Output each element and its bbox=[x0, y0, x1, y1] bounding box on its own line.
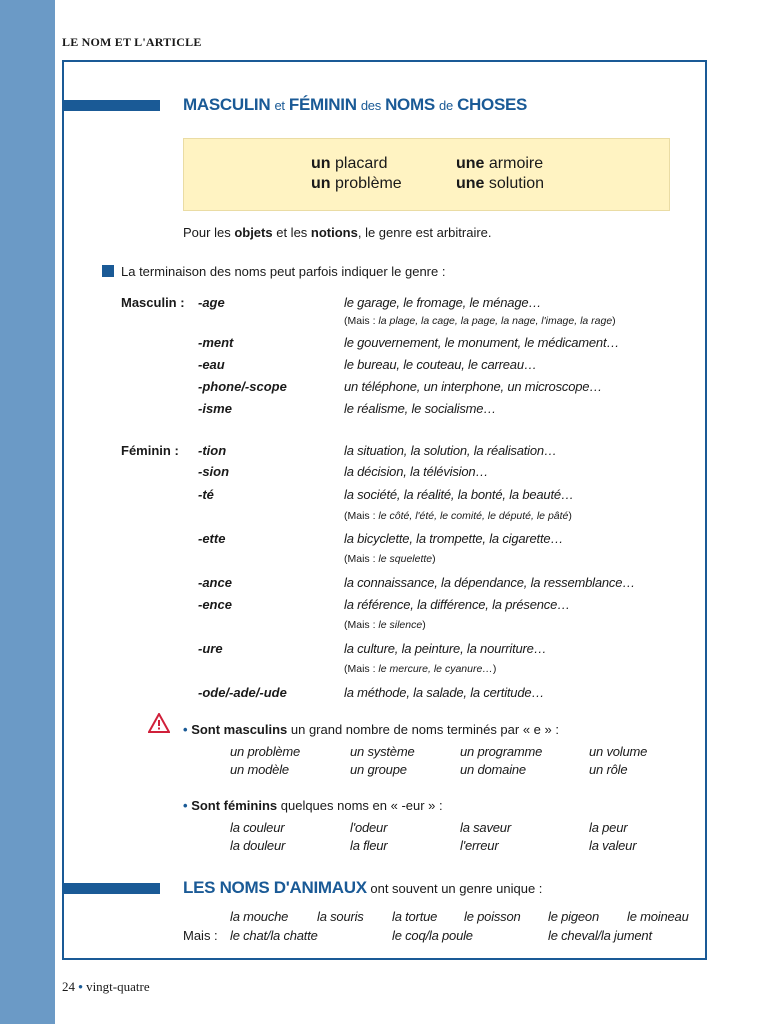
mais-label: Mais : bbox=[183, 928, 218, 943]
animal-word: la souris bbox=[317, 909, 364, 924]
suffix: -ance bbox=[198, 575, 232, 590]
animals-title: LES NOMS D'ANIMAUX ont souvent un genre unique : bbox=[183, 878, 543, 897]
title-word: des bbox=[360, 98, 381, 113]
example-fem: une armoire bbox=[456, 155, 544, 172]
example-masc: un problème bbox=[311, 175, 402, 192]
examples: la bicyclette, la trompette, la cigarette… bbox=[344, 531, 564, 546]
word: un système bbox=[350, 744, 415, 759]
section-title bbox=[183, 95, 527, 115]
animal-word: la tortue bbox=[392, 909, 438, 924]
examples: le gouvernement, le monument, le médicament… bbox=[344, 335, 620, 350]
animal-word: le pigeon bbox=[548, 909, 599, 924]
page-number: 24 bbox=[62, 979, 75, 994]
word: un modèle bbox=[230, 762, 289, 777]
title-word: NOMS bbox=[385, 95, 435, 114]
suffix: -eau bbox=[198, 357, 225, 372]
word: la douleur bbox=[230, 838, 286, 853]
word: un volume bbox=[589, 744, 648, 759]
examples: le bureau, le couteau, le carreau… bbox=[344, 357, 537, 372]
word: un domaine bbox=[460, 762, 526, 777]
animal-word: le moineau bbox=[627, 909, 689, 924]
suffix: -age bbox=[198, 295, 225, 310]
animal-word: la mouche bbox=[230, 909, 289, 924]
suffix: -ure bbox=[198, 641, 223, 656]
exception-fem-heading: • Sont féminins quelques noms en « -eur » : bbox=[183, 798, 443, 813]
word: la fleur bbox=[350, 838, 388, 853]
rule-text: Pour les objets et les notions, le genre est arbitraire. bbox=[183, 225, 492, 240]
suffix: -ode/-ade/-ude bbox=[198, 685, 287, 700]
page-footer: 24 • vingt-quatre bbox=[62, 979, 150, 994]
examples: la culture, la peinture, la nourriture… bbox=[344, 641, 547, 656]
animal-pair: le chat/la chatte bbox=[230, 928, 318, 943]
intro-text: La terminaison des noms peut parfois indiquer le genre : bbox=[121, 264, 446, 279]
exception-note: (Mais : le squelette) bbox=[344, 553, 436, 565]
word: la saveur bbox=[460, 820, 511, 835]
word: un problème bbox=[230, 744, 301, 759]
examples: la connaissance, la dépendance, la ressemblance… bbox=[344, 575, 636, 590]
title-word: FÉMININ bbox=[288, 95, 357, 114]
exception-note: (Mais : le mercure, le cyanure…) bbox=[344, 663, 497, 675]
suffix: -ette bbox=[198, 531, 226, 546]
masculin-label: Masculin : bbox=[121, 295, 185, 310]
examples: la décision, la télévision… bbox=[344, 464, 489, 479]
word: un groupe bbox=[350, 762, 407, 777]
examples: un téléphone, un interphone, un microscope… bbox=[344, 379, 603, 394]
word: la couleur bbox=[230, 820, 285, 835]
section-bar bbox=[62, 883, 160, 894]
title-word: de bbox=[439, 98, 453, 113]
example-fem: une solution bbox=[456, 175, 545, 192]
word: la peur bbox=[589, 820, 628, 835]
examples: la référence, la différence, la présence… bbox=[344, 597, 570, 612]
title-word: MASCULIN bbox=[183, 95, 271, 114]
word: la valeur bbox=[589, 838, 637, 853]
suffix: -té bbox=[198, 487, 214, 502]
word: un rôle bbox=[589, 762, 628, 777]
word: l'erreur bbox=[460, 838, 499, 853]
word: l'odeur bbox=[350, 820, 388, 835]
suffix: -isme bbox=[198, 401, 232, 416]
running-title: LE NOM ET L'ARTICLE bbox=[62, 35, 202, 49]
examples: le garage, le fromage, le ménage… bbox=[344, 295, 542, 310]
suffix: -tion bbox=[198, 443, 227, 458]
exception-masc-heading: • Sont masculins un grand nombre de noms terminés par « e » : bbox=[183, 722, 559, 737]
example-box bbox=[183, 138, 670, 211]
warning-icon bbox=[148, 713, 170, 733]
suffix: -ence bbox=[198, 597, 232, 612]
suffix: -sion bbox=[198, 464, 230, 479]
examples: la situation, la solution, la réalisation… bbox=[344, 443, 557, 458]
animal-word: le poisson bbox=[464, 909, 521, 924]
title-word: et bbox=[274, 98, 285, 113]
title-word: CHOSES bbox=[457, 95, 528, 114]
page-number-words: vingt-quatre bbox=[86, 979, 150, 994]
examples: le réalisme, le socialisme… bbox=[344, 401, 497, 416]
animal-pair: le coq/la poule bbox=[392, 928, 473, 943]
exception-note: (Mais : le côté, l'été, le comité, le député, le pâté) bbox=[344, 510, 572, 522]
suffix: -phone/-scope bbox=[198, 379, 287, 394]
word: un programme bbox=[460, 744, 543, 759]
page-sidebar bbox=[0, 0, 55, 1024]
feminin-label: Féminin : bbox=[121, 443, 179, 458]
suffix: -ment bbox=[198, 335, 234, 350]
examples: la société, la réalité, la bonté, la beauté… bbox=[344, 487, 574, 502]
exception-note: (Mais : le silence) bbox=[344, 619, 426, 631]
exception-note: (Mais : la plage, la cage, la page, la nage, l'image, la rage) bbox=[344, 315, 616, 327]
section-bar bbox=[62, 100, 160, 111]
square-bullet-icon bbox=[102, 265, 114, 277]
animal-pair: le cheval/la jument bbox=[548, 928, 652, 943]
examples: la méthode, la salade, la certitude… bbox=[344, 685, 545, 700]
example-masc: un placard bbox=[311, 155, 388, 172]
